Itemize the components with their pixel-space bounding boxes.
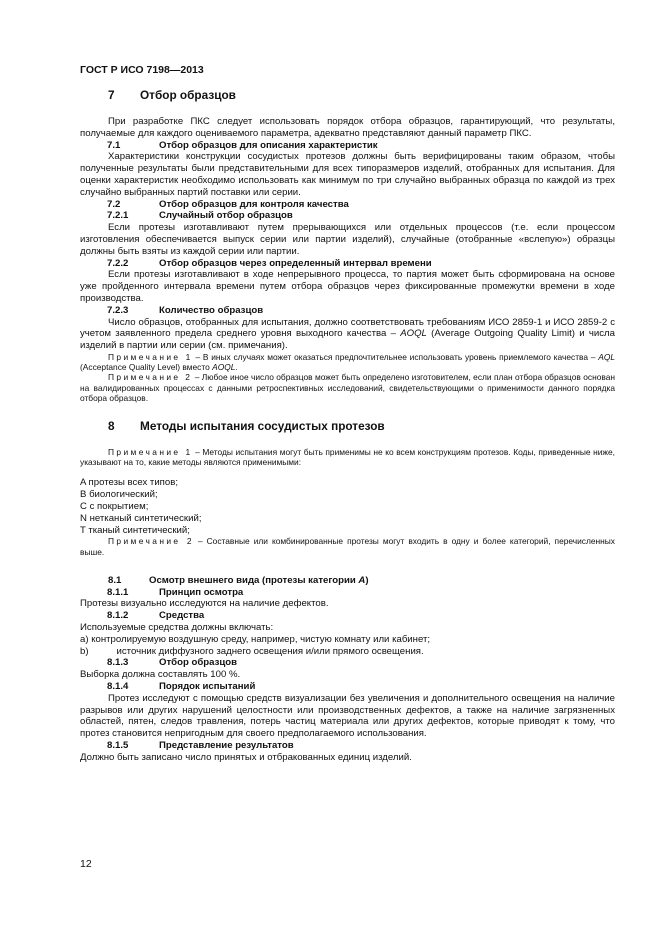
list-item: N нетканый синтетический; xyxy=(80,512,202,524)
page-number: 12 xyxy=(80,858,92,870)
section-8-1-4-heading: 8.1.4 Порядок испытаний xyxy=(107,680,256,692)
section-7-2-1-heading: 7.2.1 Случайный отбор образцов xyxy=(107,210,293,222)
list-item: b) источник диффузного заднего освещения и/или прямого освещения. xyxy=(80,645,424,657)
list-item: C с покрытием; xyxy=(80,500,149,512)
section-7-2-2-heading: 7.2.2 Отбор образцов через определенный интервал времени xyxy=(107,257,432,269)
list-item: a) контролируемую воздушную среду, например, чистую комнату или кабинет; xyxy=(80,633,431,645)
section-7-2-3-text: Число образцов, отобранных для испытания, должно соответствовать требованиям ИСО 2859-1 и ИСО 2859-2 с учетом заявленного предела среднего уровня выходного качества – AOQL (Average Outgoing Quality Limit) и числа изделий в партии или серии (см. примечания). xyxy=(80,316,615,352)
section-8-1-heading: 8.1 Осмотр внешнего вида (протезы категории A) xyxy=(108,574,369,586)
section-8-1-1-text: Протезы визуально исследуются на наличие дефектов. xyxy=(80,598,329,610)
section-7-text: При разработке ПКС следует использовать порядок отбора образцов, гарантирующий, что результаты, получаемые для каждого оцениваемого параметра, адекватно представляют данный параметр ПКС. xyxy=(80,116,615,139)
note-2: Примечание 2 – Любое иное число образцов может быть определено изготовителем, если план отбора образцов основан на валидированных процессах с данными ретроспективных исследований, свидетельствующими о применимости данного порядка отбора образцов. xyxy=(80,372,615,403)
note-1: Примечание 1 – В иных случаях может оказаться предпочтительнее использовать уровень приемлемого качества – AQL (Acceptance Quality Level) вместо AOQL. xyxy=(80,351,615,373)
section-8-1-5-heading: 8.1.5 Представление результатов xyxy=(107,739,294,751)
section-8-note-2: Примечание 2 – Составные или комбинированные протезы могут входить в одну и более категорий, перечисленных выше. xyxy=(80,536,615,557)
list-item: B биологический; xyxy=(80,489,158,501)
section-7-2-1-text: Если протезы изготавливают путем прерывающихся или отдельных процессов (т.е. если процессом изготовления обеспечивается выпуск серии или партии изделий), случайные (отобранные «вслепую») образцы должны быть взяты из каждой серии или партии. xyxy=(80,222,615,257)
list-item: A протезы всех типов; xyxy=(80,477,178,489)
category-codes-list xyxy=(80,477,615,536)
document-body xyxy=(80,90,615,764)
section-7-heading: 7 Отбор образцов xyxy=(108,88,236,102)
section-8-1-4-text: Протез исследуют с помощью средств визуализации без увеличения и дополнительного освещения на наличие разрывов или других нарушений целостности или производственных дефектов, а также на наличие загрязненных областей, пятен, следов травления, потерь частиц материала или других дефектов, которые приводят к тому, что протез становится непригодным для своего предполагаемого использования. xyxy=(80,692,615,740)
section-7-1-heading: 7.1 Отбор образцов для описания характеристик xyxy=(107,139,378,151)
section-8-note-1: Примечание 1 – Методы испытания могут быть применимы не ко всем конструкциям протезов. Коды, приведенные ниже, указывают на то, какие методы являются применимыми: xyxy=(80,446,615,468)
section-8-1-2-text: Используемые средства должны включать: xyxy=(80,621,274,633)
document-header: ГОСТ Р ИСО 7198—2013 xyxy=(80,64,204,76)
section-8-1-1-heading: 8.1.1 Принцип осмотра xyxy=(107,586,244,598)
section-8-heading: 8 Методы испытания сосудистых протезов xyxy=(108,418,385,433)
section-7-1-text: Характеристики конструкции сосудистых протезов должны быть верифицированы таким образом, чтобы полученные результаты были представительными для всех типоразмеров изделий, отобранных для испытания. Для оценки характеристик необходимо использовать как минимум по три случайно выбранных образца по каждой из трех случайно выбранных партий поставки или серии. xyxy=(80,151,615,198)
section-7-2-2-text: Если протезы изготавливают в ходе непрерывного процесса, то партия может быть сформирована на основе уже пройденного интервала времени путем отбора образцов через фиксированные промежутки времени в ходе производства. xyxy=(80,269,615,304)
section-7-2-heading: 7.2 Отбор образцов для контроля качества xyxy=(107,198,349,210)
section-8-1-3-heading: 8.1.3 Отбор образцов xyxy=(107,657,237,669)
list-item: T тканый синтетический; xyxy=(80,524,190,536)
section-8-1-3-text: Выборка должна составлять 100 %. xyxy=(80,669,241,681)
section-8-1-5-text: Должно быть записано число принятых и отбракованных единиц изделий. xyxy=(80,751,412,763)
section-7-2-3-heading: 7.2.3 Количество образцов xyxy=(107,304,264,316)
section-8-1-2-heading: 8.1.2 Средства xyxy=(107,610,205,622)
